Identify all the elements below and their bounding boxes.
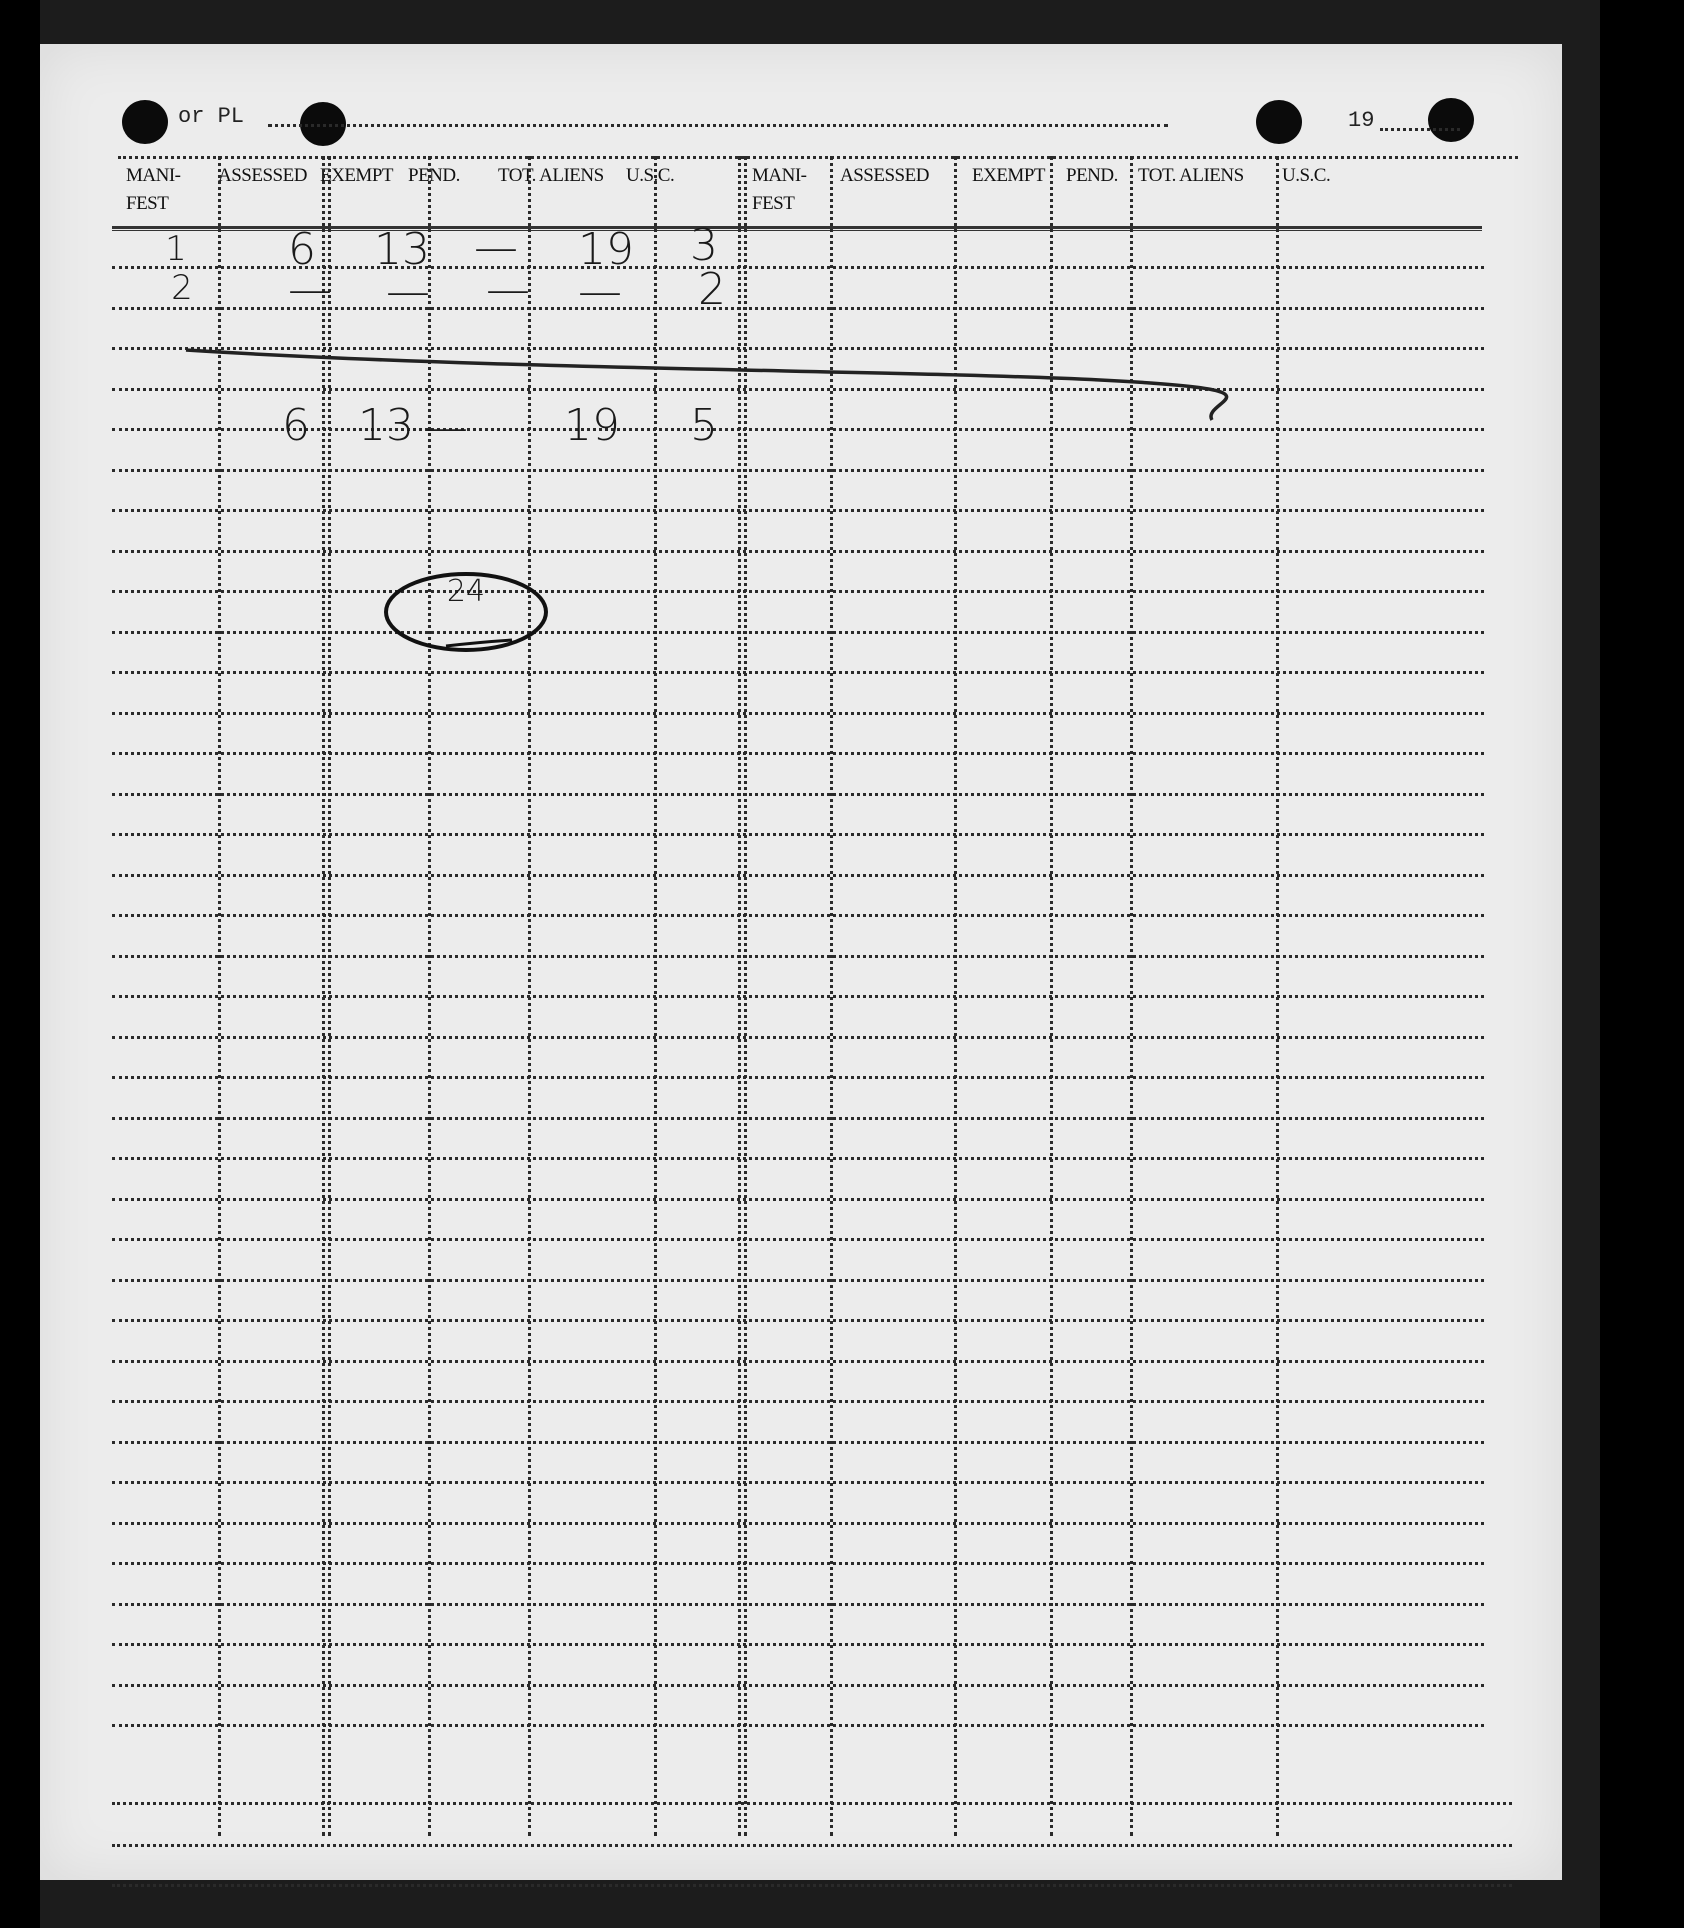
punch-hole	[122, 100, 168, 144]
entry-1-pend: —	[474, 222, 518, 273]
total-usc: 5	[690, 400, 718, 451]
entry-2-assessed: —	[288, 264, 332, 315]
total-exempt: 13	[358, 400, 414, 451]
entry-2-manifest: 2	[171, 268, 193, 308]
column-heading-left-5: U.S.C.	[626, 165, 675, 186]
column-divider	[954, 156, 957, 1836]
column-divider	[830, 156, 833, 1836]
total-assessed: 6	[282, 400, 310, 451]
entry-2-pend: —	[486, 264, 530, 315]
entry-1-usc: 3	[690, 220, 718, 271]
column-heading-right-4: TOT. ALIENS	[1138, 165, 1244, 186]
entry-2-exempt: —	[386, 266, 430, 317]
column-heading-right-1: ASSESSED	[840, 165, 929, 186]
column-heading-right-5: U.S.C.	[1282, 165, 1331, 186]
column-divider	[322, 156, 325, 1836]
header-year: 19	[1348, 108, 1375, 133]
column-heading-left-4: TOT. ALIENS	[498, 165, 604, 186]
column-divider	[528, 156, 531, 1836]
entry-1-exempt: 13	[374, 224, 430, 275]
column-heading-left-3: PEND.	[408, 165, 460, 186]
entry-1-manifest: 1	[165, 229, 187, 269]
punch-hole	[1428, 98, 1474, 142]
entry-2-tot-aliens: —	[578, 266, 622, 317]
form-sheet	[40, 44, 1562, 1880]
column-divider	[1276, 156, 1279, 1836]
scan-border-right	[1600, 0, 1684, 1928]
column-divider	[1130, 156, 1133, 1836]
entry-1-assessed: 6	[288, 224, 316, 275]
total-pend: —	[424, 402, 468, 453]
column-heading-left-1: ASSESSED	[218, 165, 307, 186]
column-divider	[654, 156, 657, 1836]
entry-2-usc: 2	[698, 264, 726, 315]
column-heading-left-2: EXEMPT	[320, 165, 393, 186]
scan-border-left	[0, 0, 40, 1928]
column-heading-right-0: MANI- FEST	[752, 165, 807, 214]
column-divider	[1050, 156, 1053, 1836]
column-heading-right-2: EXEMPT	[972, 165, 1045, 186]
bottom-rule-line	[112, 1884, 1512, 1887]
bottom-rule-line	[112, 1802, 1512, 1805]
punch-hole	[1256, 100, 1302, 144]
column-divider	[744, 156, 747, 1836]
circled-note: 24	[446, 574, 486, 609]
header-blank-line	[268, 124, 1168, 127]
column-divider	[738, 156, 741, 1836]
total-tot-aliens: 19	[564, 400, 620, 451]
header-year-blank	[1380, 128, 1460, 131]
column-heading-right-3: PEND.	[1066, 165, 1118, 186]
column-divider	[328, 156, 331, 1836]
column-divider	[218, 156, 221, 1836]
bottom-rule-line	[112, 1844, 1512, 1847]
header-prefix: or PL	[178, 104, 245, 129]
column-heading-left-0: MANI- FEST	[126, 165, 181, 214]
entry-1-tot-aliens: 19	[578, 224, 634, 275]
